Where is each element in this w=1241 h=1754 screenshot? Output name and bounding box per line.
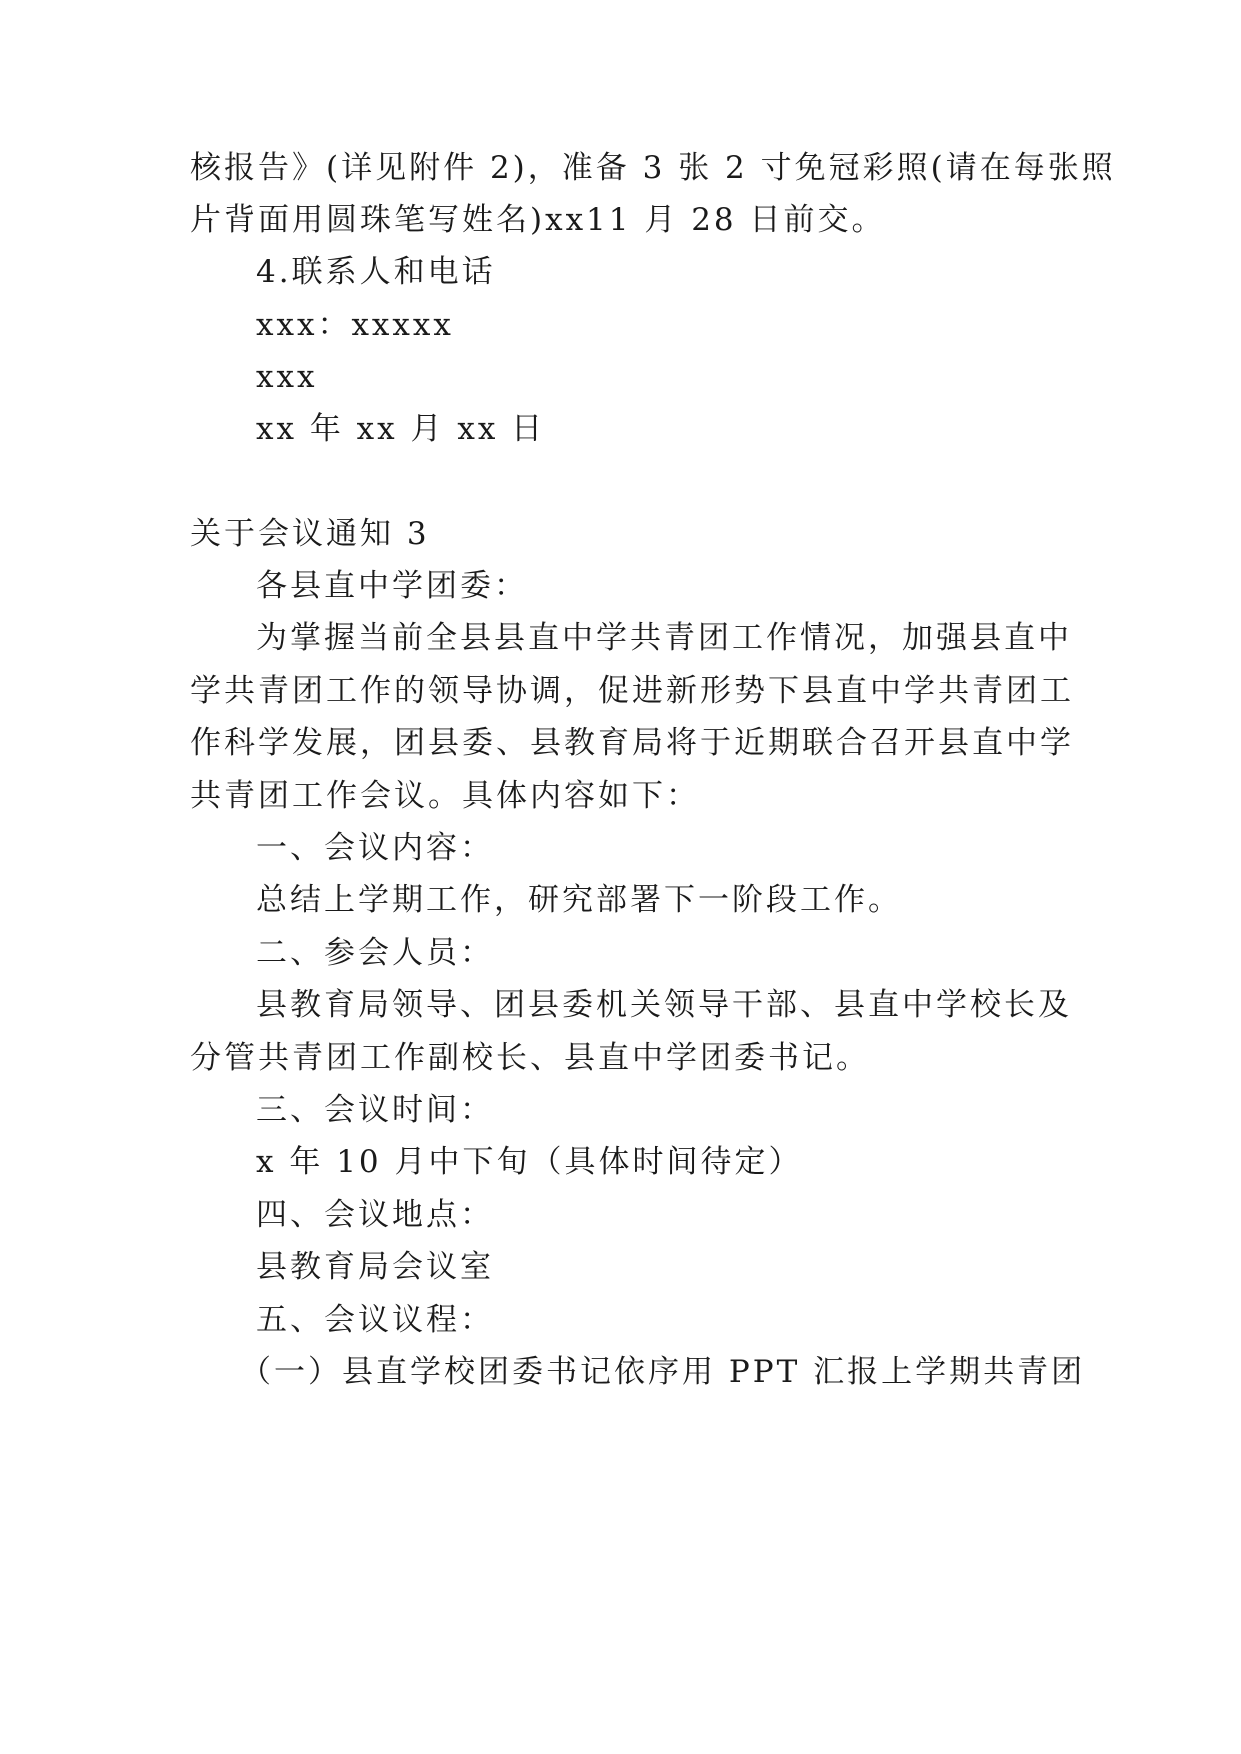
section-heading: 一、会议内容： [256,830,494,866]
date-line: xx 年 xx 月 xx 日 [256,411,546,447]
notice-title: 关于会议通知 3 [190,516,430,552]
body-text-line: 共青团工作会议。具体内容如下： [190,778,700,814]
section-heading: 三、会议时间： [256,1092,494,1128]
body-text-line: 作科学发展，团县委、县教育局将于近期联合召开县直中学 [190,725,1074,761]
signature-line: xxx [256,359,318,395]
body-text-line: 县教育局会议室 [256,1249,494,1285]
body-text-line: （一）县直学校团委书记依序用 PPT 汇报上学期共青团 [240,1354,1086,1390]
body-text-line: 学共青团工作的领导协调，促进新形势下县直中学共青团工 [190,673,1074,709]
body-text-line: 片背面用圆珠笔写姓名)xx11 月 28 日前交。 [190,202,886,238]
body-text-line: 为掌握当前全县县直中学共青团工作情况，加强县直中 [256,620,1072,656]
contact-line: xxx：xxxxx [256,307,454,343]
body-text-line: 分管共青团工作副校长、县直中学团委书记。 [190,1040,870,1076]
salutation: 各县直中学团委： [256,568,528,604]
body-text-line: 县教育局领导、团县委机关领导干部、县直中学校长及 [256,987,1072,1023]
body-text-line: 总结上学期工作，研究部署下一阶段工作。 [256,882,902,918]
section-heading: 二、参会人员： [256,935,494,971]
section-heading-contact: 4.联系人和电话 [256,254,496,290]
body-text-line: x 年 10 月中下旬（具体时间待定） [256,1144,803,1180]
section-heading: 五、会议议程： [256,1302,494,1338]
section-heading: 四、会议地点： [256,1197,494,1233]
body-text-line: 核报告》(详见附件 2)，准备 3 张 2 寸免冠彩照(请在每张照 [190,150,1116,186]
